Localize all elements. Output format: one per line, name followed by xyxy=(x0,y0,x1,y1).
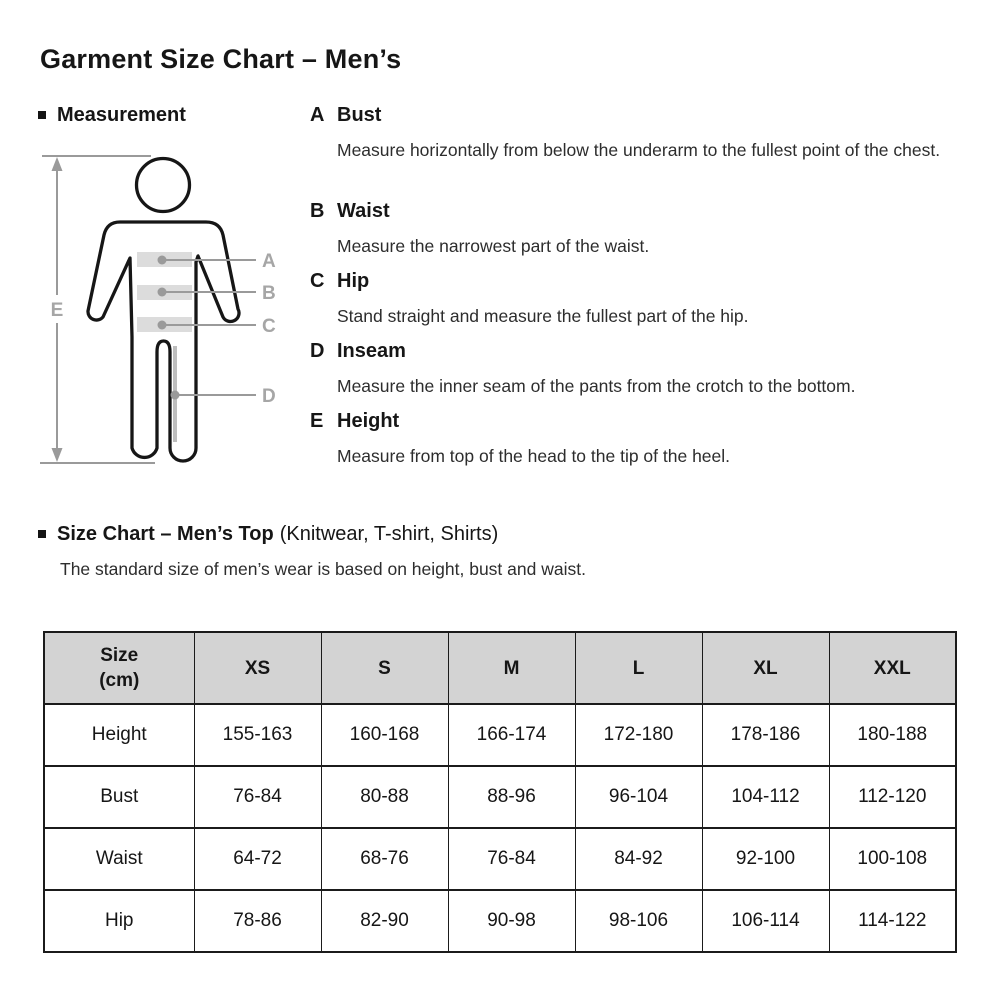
figure-label-c: C xyxy=(262,316,276,337)
size-header-line2: (cm) xyxy=(99,670,140,691)
measurement-heading-label: Measurement xyxy=(57,104,186,126)
definition-item-hip xyxy=(310,269,749,329)
square-bullet-icon xyxy=(38,111,46,119)
figure-label-d: D xyxy=(262,386,276,407)
table-row-height xyxy=(44,704,956,766)
size-cell: 180-188 xyxy=(829,704,956,766)
size-table xyxy=(43,631,957,953)
size-cell: 92-100 xyxy=(702,828,829,890)
col-header-xs: XS xyxy=(194,632,321,704)
row-label: Bust xyxy=(44,766,194,828)
row-label: Height xyxy=(44,704,194,766)
size-chart-heading-bold: Size Chart – Men’s Top xyxy=(57,523,274,545)
size-cell: 166-174 xyxy=(448,704,575,766)
size-cell: 90-98 xyxy=(448,890,575,952)
measurement-figure xyxy=(28,140,290,480)
size-cell: 68-76 xyxy=(321,828,448,890)
pointer-dot-a xyxy=(158,256,167,265)
col-header-size xyxy=(44,632,194,704)
size-cell: 76-84 xyxy=(448,828,575,890)
size-cell: 106-114 xyxy=(702,890,829,952)
definition-term: Inseam xyxy=(337,340,406,362)
table-header-row xyxy=(44,632,956,704)
size-cell: 80-88 xyxy=(321,766,448,828)
definition-item-waist xyxy=(310,199,649,259)
definition-term: Height xyxy=(337,410,400,432)
square-bullet-icon xyxy=(38,530,46,538)
pointer-dot-b xyxy=(158,288,167,297)
arrow-down-icon xyxy=(52,448,63,462)
definition-key: A xyxy=(310,104,325,126)
definition-key: E xyxy=(310,410,324,432)
arrow-up-icon xyxy=(52,157,63,171)
measurement-section-heading xyxy=(38,103,186,127)
definition-item-height xyxy=(310,409,730,469)
size-cell: 84-92 xyxy=(575,828,702,890)
figure-label-e: E xyxy=(50,300,64,321)
pointer-dot-c xyxy=(158,321,167,330)
definition-key: C xyxy=(310,270,325,292)
col-header-xxl: XXL xyxy=(829,632,956,704)
size-chart-heading-regular: (Knitwear, T-shirt, Shirts) xyxy=(279,523,499,545)
size-cell: 104-112 xyxy=(702,766,829,828)
col-header-xl: XL xyxy=(702,632,829,704)
definition-term: Bust xyxy=(337,104,382,126)
definition-description: Measure horizontally from below the underarm to the fullest point of the chest. xyxy=(337,140,941,160)
col-header-m: M xyxy=(448,632,575,704)
size-header-line1: Size xyxy=(100,645,139,666)
size-cell: 96-104 xyxy=(575,766,702,828)
size-cell: 88-96 xyxy=(448,766,575,828)
figure-label-b: B xyxy=(262,283,276,304)
definition-description: Measure the inner seam of the pants from the crotch to the bottom. xyxy=(337,376,856,396)
definition-key: B xyxy=(310,200,325,222)
definition-description: Measure the narrowest part of the waist. xyxy=(337,236,650,256)
table-row-waist xyxy=(44,828,956,890)
figure-head xyxy=(137,159,190,212)
definition-item-inseam xyxy=(310,339,855,399)
definition-description: Measure from top of the head to the tip of the heel. xyxy=(337,446,731,466)
table-row-hip xyxy=(44,890,956,952)
figure-label-a: A xyxy=(262,251,276,272)
definition-description: Stand straight and measure the fullest part of the hip. xyxy=(337,306,749,326)
size-cell: 76-84 xyxy=(194,766,321,828)
human-figure xyxy=(88,159,239,462)
size-cell: 82-90 xyxy=(321,890,448,952)
definition-item-bust xyxy=(310,103,940,163)
size-cell: 172-180 xyxy=(575,704,702,766)
definition-term: Hip xyxy=(337,270,370,292)
col-header-l: L xyxy=(575,632,702,704)
size-cell: 155-163 xyxy=(194,704,321,766)
size-cell: 78-86 xyxy=(194,890,321,952)
row-label: Waist xyxy=(44,828,194,890)
size-cell: 114-122 xyxy=(829,890,956,952)
size-cell: 98-106 xyxy=(575,890,702,952)
page-title: Garment Size Chart – Men’s xyxy=(40,44,402,74)
definition-key: D xyxy=(310,340,325,362)
size-cell: 178-186 xyxy=(702,704,829,766)
size-cell: 100-108 xyxy=(829,828,956,890)
size-chart-subtitle: The standard size of men’s wear is based on height, bust and waist. xyxy=(60,559,586,579)
definition-term: Waist xyxy=(337,200,390,222)
col-header-s: S xyxy=(321,632,448,704)
table-row-bust xyxy=(44,766,956,828)
row-label: Hip xyxy=(44,890,194,952)
size-cell: 64-72 xyxy=(194,828,321,890)
size-cell: 112-120 xyxy=(829,766,956,828)
size-cell: 160-168 xyxy=(321,704,448,766)
size-chart-section-heading xyxy=(38,522,498,546)
pointer-dot-d xyxy=(171,391,180,400)
